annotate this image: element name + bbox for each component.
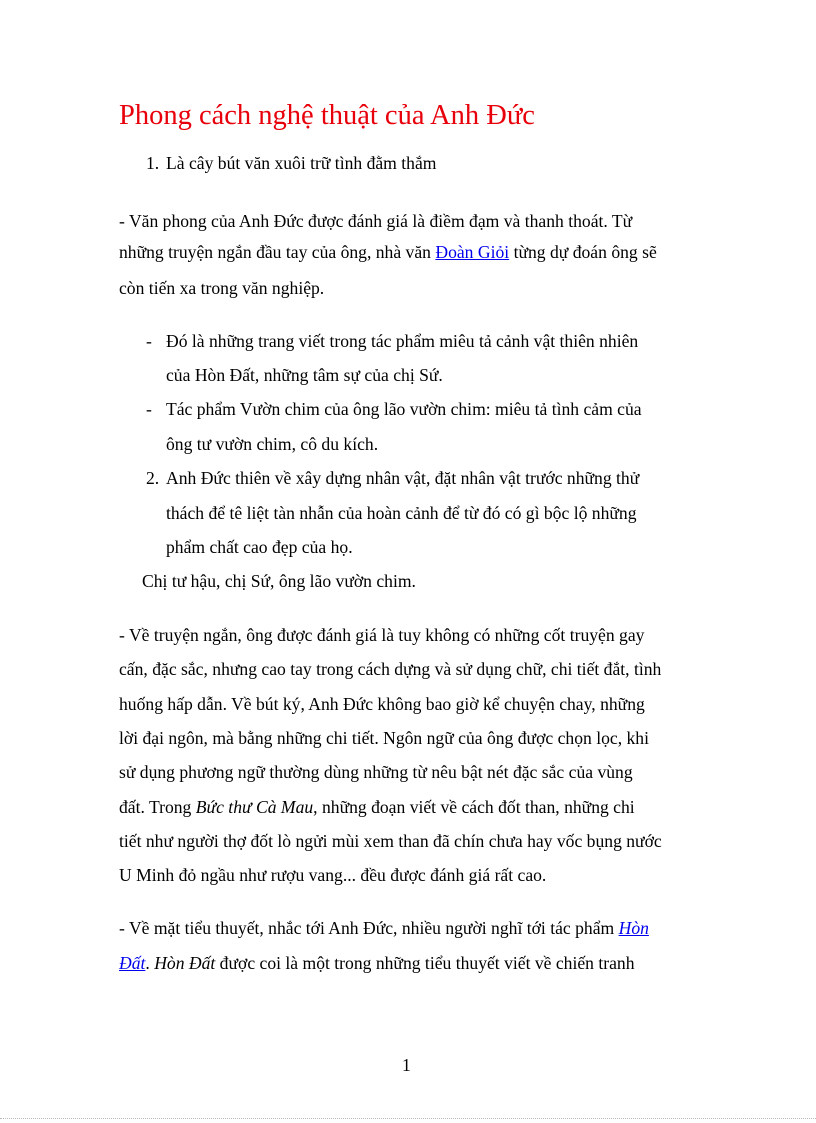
- buc-thu-ca-mau-title: Bức thư Cà Mau: [195, 797, 314, 817]
- para1-line2-rest: từng dự đoán ông sẽ: [509, 242, 657, 262]
- hon-dat-link-text-2: Đất: [119, 953, 146, 973]
- page-title: Phong cách nghệ thuật của Anh Đức: [119, 100, 535, 131]
- bullet-1-line1: Đó là những trang viết trong tác phẩm miêu tả cảnh vật thiên nhiên: [166, 331, 639, 351]
- hon-dat-title: Hòn Đất: [154, 953, 216, 973]
- bullet-marker: -: [146, 399, 152, 419]
- doan-gioi-link[interactable]: Đoàn Giỏi: [435, 242, 510, 262]
- para1-line1: - Văn phong của Anh Đức được đánh giá là điềm đạm và thanh thoát. Từ: [119, 211, 633, 231]
- bullet-1-line2: của Hòn Đất, những tâm sự của chị Sứ.: [166, 365, 443, 385]
- para3-line2: [119, 952, 635, 974]
- para3-line1: [119, 917, 649, 939]
- para2-line6-text: đất. Trong: [119, 797, 196, 817]
- list-number-2: 2.: [146, 468, 160, 488]
- bullet-marker: -: [146, 331, 152, 351]
- list-number-1: 1.: [146, 153, 160, 173]
- para2-line3: huống hấp dẫn. Về bút ký, Anh Đức không bao giờ kể chuyện chay, những: [119, 694, 645, 714]
- bullet-2-line1: Tác phẩm Vườn chim của ông lão vườn chim: miêu tả tình cảm của: [166, 399, 642, 419]
- para2-line6-rest: , những đoạn viết về cách đốt than, những chi: [313, 797, 635, 817]
- bullet-2-line2: ông tư vườn chim, cô du kích.: [166, 434, 379, 454]
- para2-line2: cấn, đặc sắc, nhưng cao tay trong cách dựng và sử dụng chữ, chi tiết đắt, tình: [119, 659, 662, 679]
- note-line: Chị tư hậu, chị Sứ, ông lão vườn chim.: [142, 571, 416, 591]
- para2-line4: lời đại ngôn, mà bằng những chi tiết. Ngôn ngữ của ông được chọn lọc, khi: [119, 728, 649, 748]
- page-break-divider: [0, 1118, 816, 1119]
- para2-line1: - Về truyện ngắn, ông được đánh giá là tuy không có những cốt truyện gay: [119, 625, 645, 645]
- page-number: 1: [402, 1055, 411, 1075]
- para1-line2-text: những truyện ngắn đầu tay của ông, nhà văn: [119, 242, 436, 262]
- para1-line2: [119, 241, 657, 263]
- heading-2-line3: phẩm chất cao đẹp của họ.: [166, 537, 353, 557]
- heading-1: Là cây bút văn xuôi trữ tình đằm thắm: [166, 153, 437, 173]
- para3-period: .: [145, 953, 155, 973]
- para1-line3: còn tiến xa trong văn nghiệp.: [119, 278, 325, 298]
- hon-dat-link-part2[interactable]: [119, 953, 145, 973]
- heading-2-line1: Anh Đức thiên về xây dựng nhân vật, đặt nhân vật trước những thử: [166, 468, 640, 488]
- para2-line5: sử dụng phương ngữ thường dùng những từ nêu bật nét đặc sắc của vùng: [119, 762, 633, 782]
- heading-2-line2: thách để tê liệt tàn nhẫn của hoàn cảnh để từ đó có gì bộc lộ những: [166, 503, 637, 523]
- hon-dat-link-text-1: Hòn: [618, 918, 649, 938]
- para3-line1-text: - Về mặt tiểu thuyết, nhắc tới Anh Đức, nhiều người nghĩ tới tác phẩm: [119, 918, 619, 938]
- hon-dat-link-part1[interactable]: [619, 918, 649, 938]
- para3-line2-rest: được coi là một trong những tiểu thuyết viết về chiến tranh: [215, 953, 635, 973]
- para2-line6: [119, 796, 635, 818]
- para2-line8: U Minh đỏ ngầu như rượu vang... đều được đánh giá rất cao.: [119, 865, 547, 885]
- para2-line7: tiết như người thợ đốt lò ngửi mùi xem than đã chín chưa hay vốc bụng nước: [119, 831, 662, 851]
